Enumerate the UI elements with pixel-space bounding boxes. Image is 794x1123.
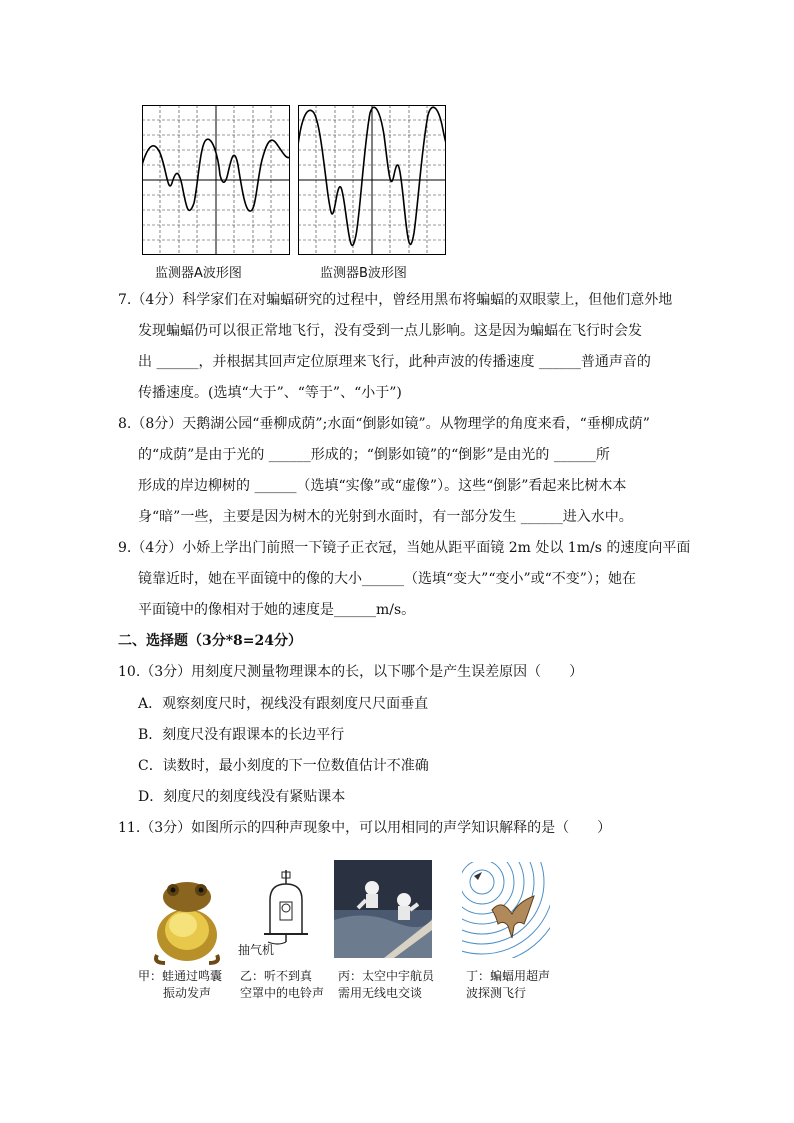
q7-line-3: 出 ______，并根据其回声定位原理来飞行，此种声波的传播速度 ______普通声音的	[138, 354, 651, 370]
frog-icon	[145, 875, 230, 965]
waveform-b-graph	[298, 105, 446, 255]
yi-caption-1: 乙：听不到真	[240, 969, 313, 983]
q7-line-4: 传播速度。(选填“大于”、“等于”、“小于”)	[138, 385, 402, 401]
bing-caption-2: 需用无线电交谈	[338, 986, 423, 1000]
frog-image	[145, 875, 230, 965]
jia-caption-1: 甲：蛙通过鸣囊	[138, 969, 223, 983]
bell-jar-icon	[258, 870, 318, 950]
q9-line-1: 9.（4分）小娇上学出门前照一下镜子正衣冠，当她从距平面镜 2m 处以 1m/s 的速度向平面	[118, 540, 691, 556]
bat-image	[462, 862, 550, 958]
q11-stem: 11.（3分）如图所示的四种声现象中，可以用相同的声学知识解释的是（ ）	[118, 820, 612, 836]
section-title: 二、选择题（3分*8=24分）	[118, 633, 303, 649]
q10-option-c: C．读数时，最小刻度的下一位数值估计不准确	[138, 758, 429, 774]
ding-caption-2: 波探测飞行	[466, 986, 527, 1000]
q8-line-3: 形成的岸边柳树的 ______（选填“实像”或“虚像”）。这些“倒影”看起来比树木本	[138, 478, 627, 494]
waveform-a-graph	[142, 105, 290, 255]
q8-line-4: 身“暗”一些，主要是因为树木的光射到水面时，有一部分发生 ______进入水中。	[138, 509, 633, 525]
q7-line-2: 发现蝙蝠仍可以很正常地飞行，没有受到一点儿影响。这是因为蝙蝠在飞行时会发	[138, 323, 642, 339]
q9-line-3: 平面镜中的像相对于她的速度是______m/s。	[138, 602, 416, 618]
q10-option-b: B．刻度尺没有跟课本的长边平行	[138, 727, 345, 743]
q10-option-d: D．刻度尺的刻度线没有紧贴课本	[138, 789, 346, 805]
bell-jar-image	[258, 870, 318, 950]
q8-line-1: 8.（8分）天鹅湖公园“垂柳成荫”;水面“倒影如镜”。从物理学的角度来看，“垂柳成荫”	[118, 416, 650, 432]
q7-line-1: 7.（4分）科学家们在对蝙蝠研究的过程中，曾经用黑布将蝙蝠的双眼蒙上，但他们意外地	[118, 292, 673, 308]
waveform-a-caption: 监测器A波形图	[155, 266, 242, 281]
yi-caption-2: 空罩中的电铃声	[240, 986, 325, 1000]
q10-option-a: A．观察刻度尺时，视线没有跟刻度尺尺面垂直	[138, 696, 429, 712]
q10-stem: 10.（3分）用刻度尺测量物理课本的长，以下哪个是产生误差原因（ ）	[118, 664, 584, 680]
waveform-a-figure	[142, 105, 290, 255]
waveform-b-caption: 监测器B波形图	[320, 266, 407, 281]
bat-sonar-icon	[462, 862, 550, 958]
q9-line-2: 镜靠近时，她在平面镜中的像的大小______（选填“变大”“变小”或“不变”）；她在	[138, 571, 636, 587]
astronaut-icon	[334, 860, 432, 958]
pump-label: 抽气机	[238, 943, 275, 957]
bing-caption-1: 丙：太空中宇航员	[338, 969, 435, 983]
q8-line-2: 的“成荫”是由于光的 ______形成的；“倒影如镜”的“倒影”是由光的 ______所	[138, 447, 610, 463]
astronauts-image	[334, 860, 432, 958]
ding-caption-1: 丁：蝙蝠用超声	[466, 969, 551, 983]
waveform-b-figure	[298, 105, 446, 255]
jia-caption-2: 振动发声	[163, 986, 212, 1000]
